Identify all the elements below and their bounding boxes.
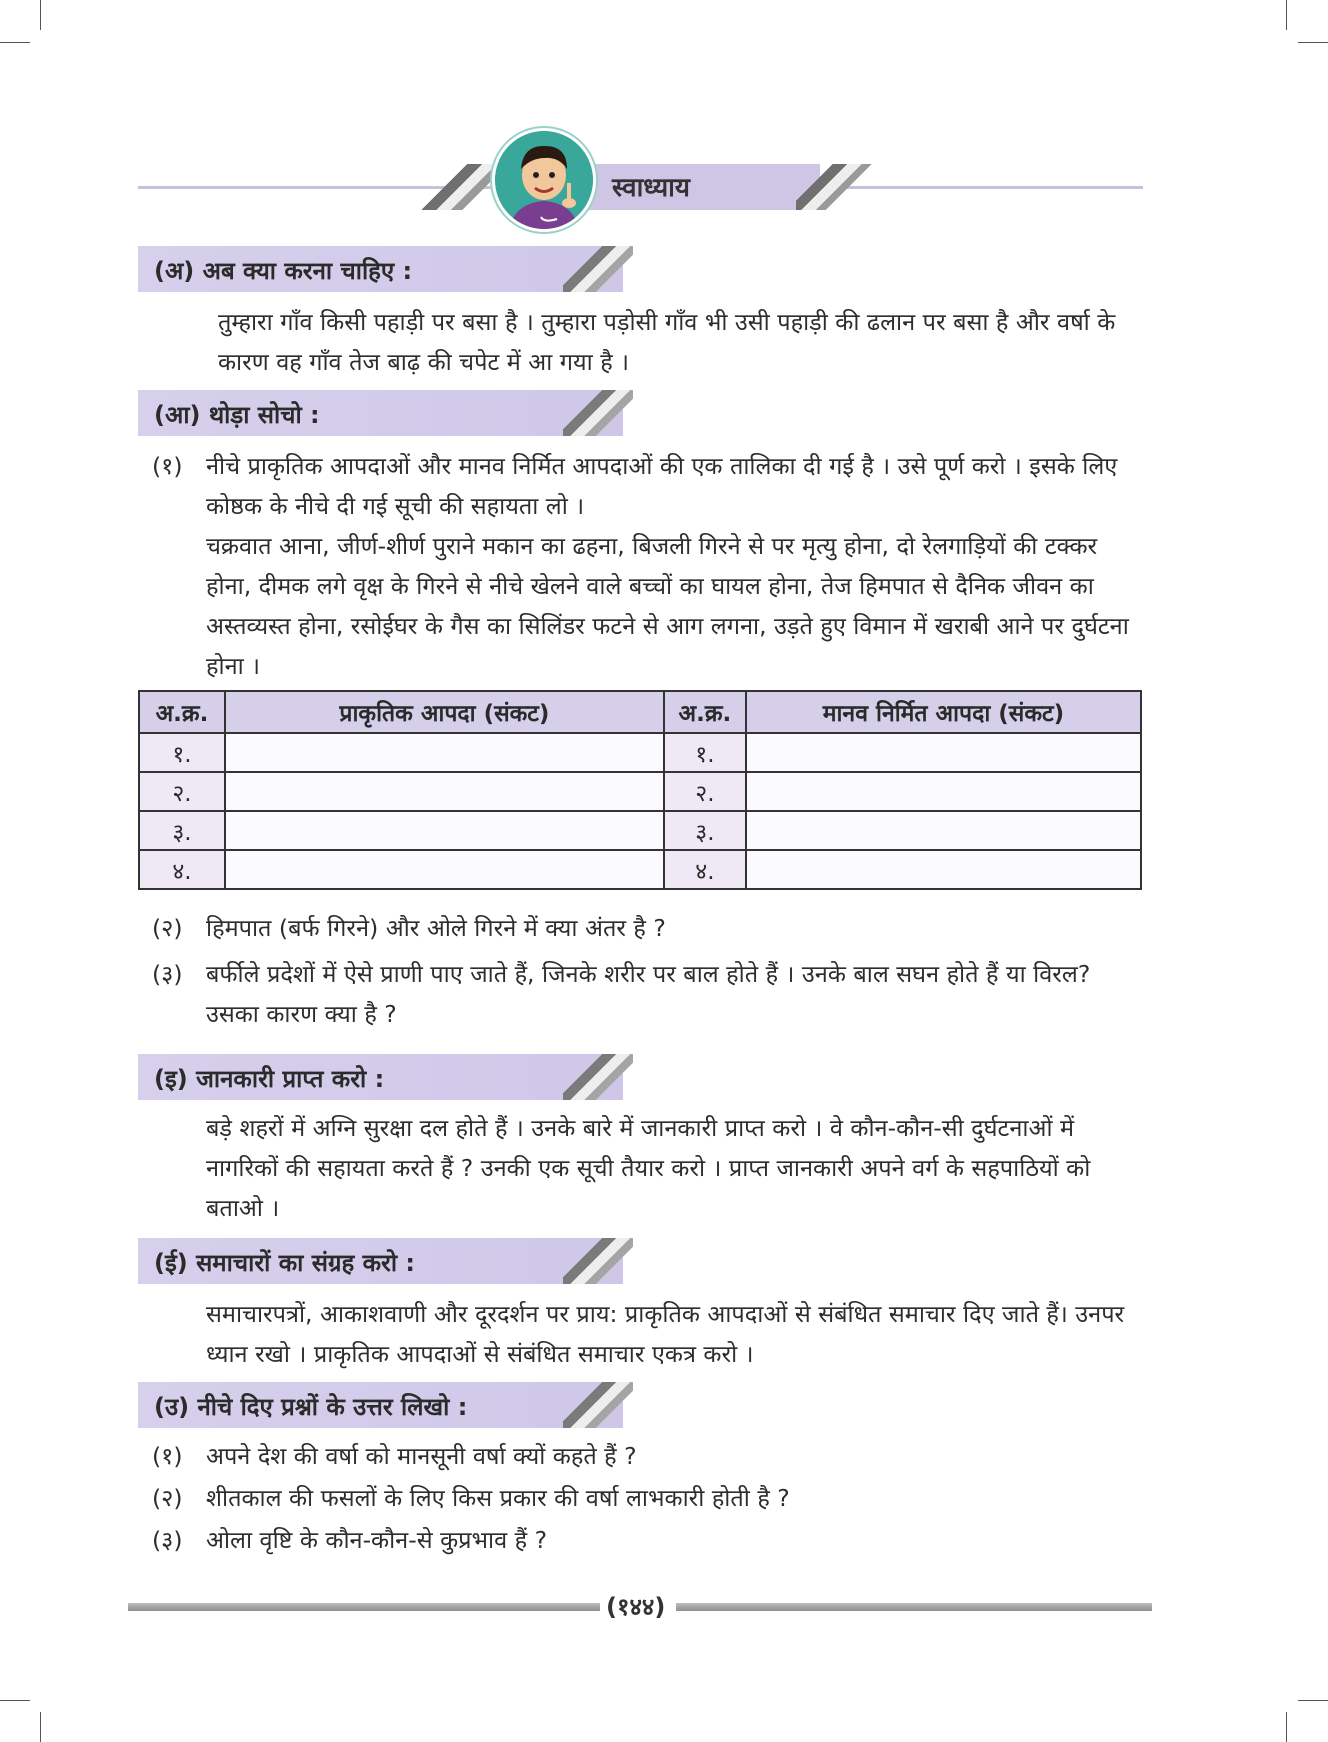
section-banner-aa <box>138 390 623 436</box>
footer-bar-right <box>676 1603 1152 1611</box>
table-row <box>139 733 1141 772</box>
crop-mark <box>1298 1700 1328 1701</box>
crop-mark <box>40 0 41 30</box>
question-u-1 <box>152 1436 1142 1476</box>
section-label-ii: (ई) समाचारों का संग्रह करो : <box>154 1249 415 1277</box>
table-cell-blank[interactable] <box>225 850 664 889</box>
table-cell-blank[interactable] <box>746 772 1141 811</box>
boy-avatar-icon <box>492 128 596 232</box>
section-label-i: (इ) जानकारी प्राप्त करो : <box>154 1065 385 1093</box>
question-number: (२) <box>152 1484 183 1512</box>
page-title: स्वाध्याय <box>612 173 690 203</box>
section-text-i: बड़े शहरों में अग्नि सुरक्षा दल होते हैं । उनके बारे में जानकारी प्राप्त करो । वे कौन-कौन-सी दुर्घटनाओं में नागरिकों की सहायता करते हैं ? उनकी एक सूची तैयार करो । प्राप्त जानकारी अपने वर्ग के सहपाठियों को बताओ । <box>206 1114 1091 1222</box>
question-number: (१) <box>152 1442 183 1470</box>
banner-stripe <box>563 1054 633 1100</box>
table-cell-serial: ४. <box>139 850 225 889</box>
question-text: हिमपात (बर्फ गिरने) और ओले गिरने में क्या अंतर है ? <box>206 914 666 942</box>
crop-mark <box>1286 1712 1287 1742</box>
section-text-ii: समाचारपत्रों, आकाशवाणी और दूरदर्शन पर प्राय: प्राकृतिक आपदाओं से संबंधित समाचार दिए जाते हैं। उनपर ध्यान रखो । प्राकृतिक आपदाओं से संबंधित समाचार एकत्र करो । <box>206 1300 1125 1368</box>
crop-mark <box>0 1700 30 1701</box>
table-cell-serial: १. <box>139 733 225 772</box>
section-banner-i <box>138 1054 623 1100</box>
question-text: ओला वृष्टि के कौन-कौन-से कुप्रभाव हैं ? <box>206 1526 548 1554</box>
disaster-table <box>138 690 1142 890</box>
table-row <box>139 850 1141 889</box>
section-text-a: तुम्हारा गाँव किसी पहाड़ी पर बसा है । तुम्हारा पड़ोसी गाँव भी उसी पहाड़ी की ढलान पर बसा है और वर्षा के कारण वह गाँव तेज बाढ़ की चपेट में आ गया है । <box>218 308 1116 376</box>
question-aa-2 <box>152 908 1142 948</box>
section-label-a: (अ) अब क्या करना चाहिए : <box>154 257 413 285</box>
question-number: (३) <box>152 1526 183 1554</box>
table-cell-serial: १. <box>664 733 746 772</box>
header-stripe-right <box>796 164 872 210</box>
table-header-serial: अ.क्र. <box>139 691 225 733</box>
table-header-row <box>139 691 1141 733</box>
table-row <box>139 772 1141 811</box>
table-header-manmade: मानव निर्मित आपदा (संकट) <box>746 691 1141 733</box>
section-label-u: (उ) नीचे दिए प्रश्नों के उत्तर लिखो : <box>154 1393 468 1421</box>
table-cell-blank[interactable] <box>225 772 664 811</box>
section-banner-u <box>138 1382 623 1428</box>
page-number: (१४४) <box>606 1593 666 1621</box>
table-row <box>139 811 1141 850</box>
question-text: शीतकाल की फसलों के लिए किस प्रकार की वर्षा लाभकारी होती है ? <box>206 1484 790 1512</box>
question-u-3 <box>152 1520 1142 1560</box>
section-label-aa: (आ) थोड़ा सोचो : <box>154 401 320 429</box>
table-cell-serial: ४. <box>664 850 746 889</box>
question-aa-3 <box>152 954 1142 1034</box>
question-number: (२) <box>152 914 183 942</box>
question-aa-1 <box>152 446 1142 526</box>
banner-stripe <box>563 246 633 292</box>
table-cell-blank[interactable] <box>746 811 1141 850</box>
section-banner-ii <box>138 1238 623 1284</box>
crop-mark <box>40 1712 41 1742</box>
crop-mark <box>1286 0 1287 30</box>
crop-mark <box>0 42 30 43</box>
banner-stripe <box>563 1238 633 1284</box>
table-cell-blank[interactable] <box>225 733 664 772</box>
table-cell-serial: ३. <box>664 811 746 850</box>
crop-mark <box>1298 42 1328 43</box>
section-banner-a <box>138 246 623 292</box>
disaster-list-text: चक्रवात आना, जीर्ण-शीर्ण पुराने मकान का ढहना, बिजली गिरने से पर मृत्यु होना, दो रेलगाड़ियों की टक्कर होना, दीमक लगे वृक्ष के गिरने से नीचे खेलने वाले बच्चों का घायल होना, तेज हिमपात से दैनिक जीवन का अस्तव्यस्त होना, रसोईघर के गैस का सिलिंडर फटने से आग लगना, उड़ते हुए विमान में खराबी आने पर दुर्घटना होना । <box>206 532 1129 680</box>
question-number: (१) <box>152 452 183 480</box>
question-number: (३) <box>152 960 183 988</box>
question-text: अपने देश की वर्षा को मानसूनी वर्षा क्यों कहते हैं ? <box>206 1442 637 1470</box>
footer-bar-left <box>128 1603 600 1611</box>
banner-stripe <box>563 1382 633 1428</box>
table-header-serial: अ.क्र. <box>664 691 746 733</box>
question-u-2 <box>152 1478 1142 1518</box>
table-header-natural: प्राकृतिक आपदा (संकट) <box>225 691 664 733</box>
banner-stripe <box>563 390 633 436</box>
table-cell-serial: २. <box>664 772 746 811</box>
table-cell-blank[interactable] <box>746 733 1141 772</box>
table-cell-serial: २. <box>139 772 225 811</box>
question-text: नीचे प्राकृतिक आपदाओं और मानव निर्मित आपदाओं की एक तालिका दी गई है । उसे पूर्ण करो । इसके लिए कोष्ठक के नीचे दी गई सूची की सहायता लो । <box>206 452 1118 520</box>
table-cell-blank[interactable] <box>746 850 1141 889</box>
table-cell-blank[interactable] <box>225 811 664 850</box>
table-cell-serial: ३. <box>139 811 225 850</box>
question-text: बर्फीले प्रदेशों में ऐसे प्राणी पाए जाते हैं, जिनके शरीर पर बाल होते हैं । उनके बाल सघन होते हैं या विरल? उसका कारण क्या है ? <box>206 960 1091 1028</box>
